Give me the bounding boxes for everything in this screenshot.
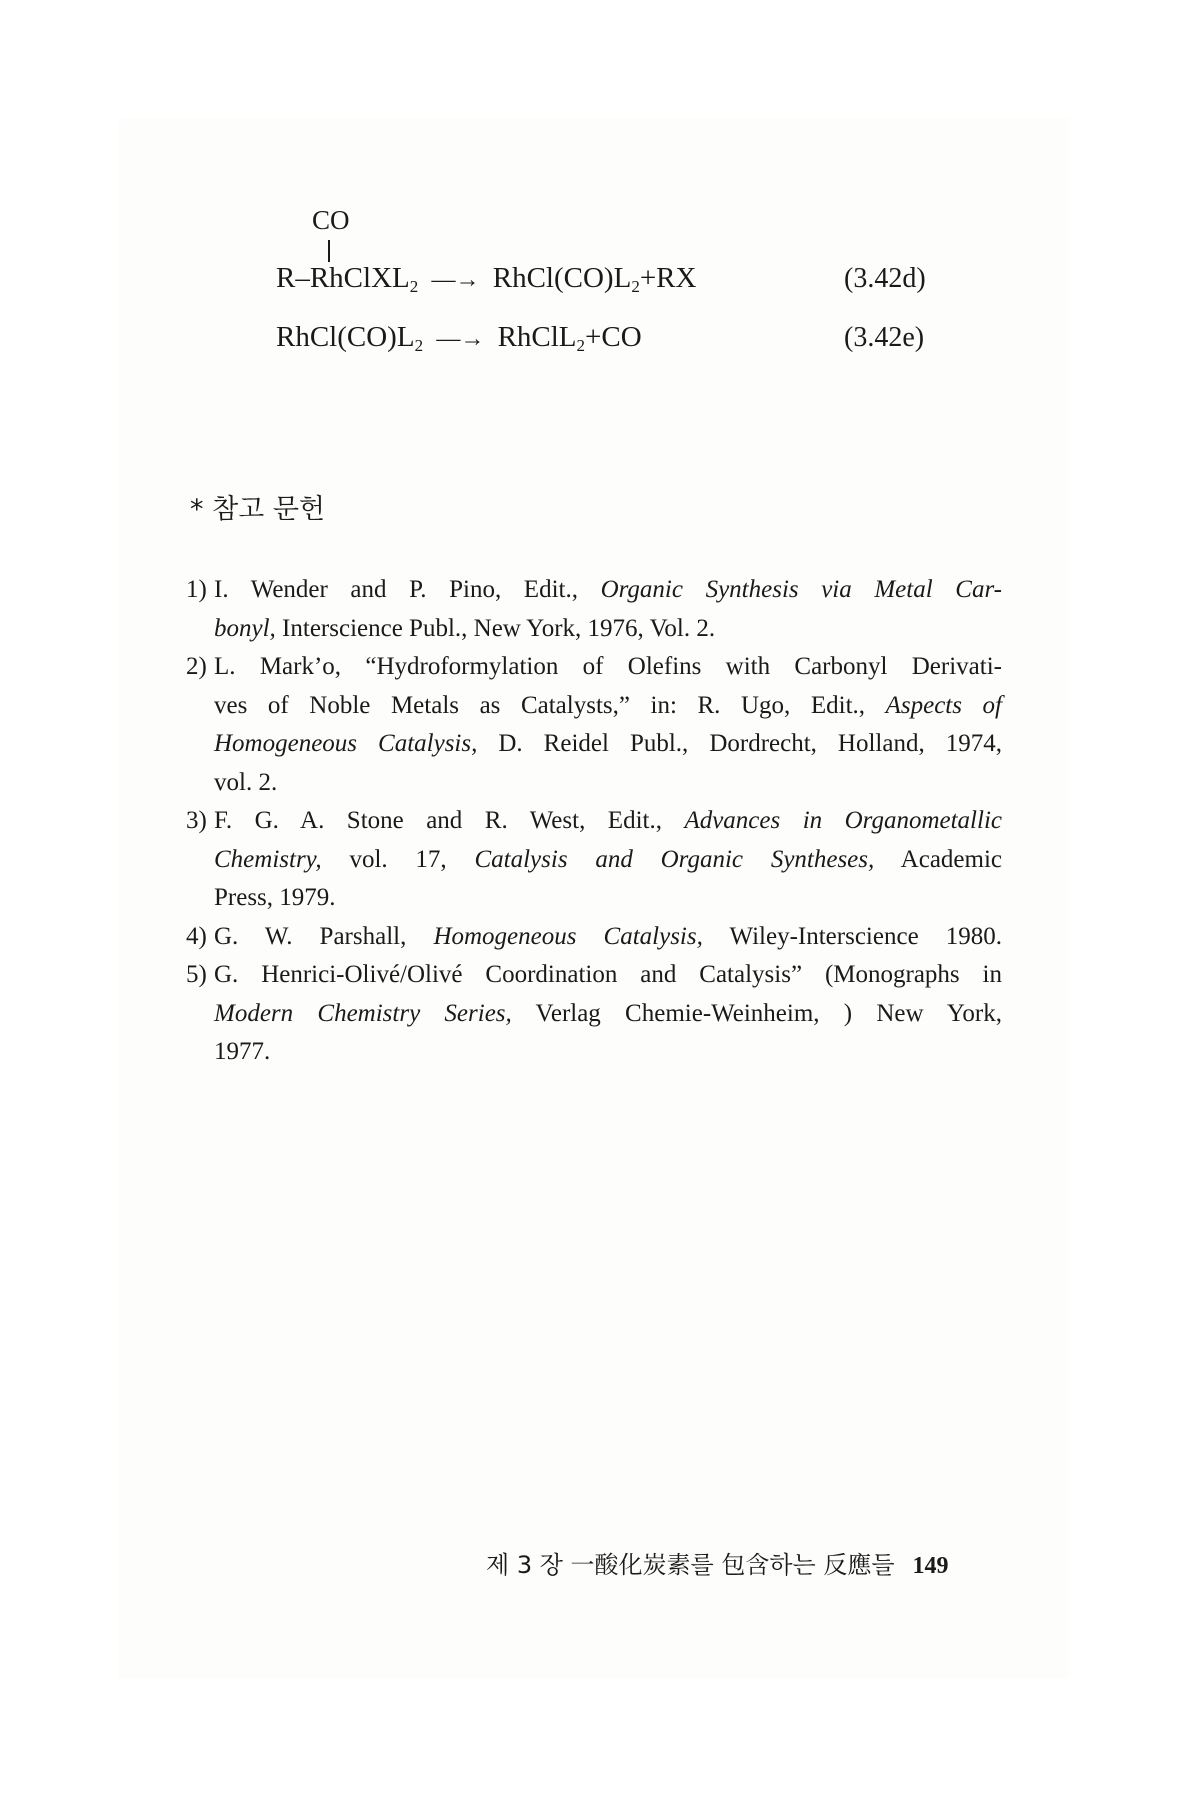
reference-text: I. Wender and P. Pino, Edit., — [214, 576, 601, 603]
eq1-product-b: +RX — [639, 262, 697, 294]
reference-number: 4) — [186, 922, 207, 950]
eq2-reactant: RhCl(CO)L — [276, 321, 415, 353]
equation-3-42e — [276, 321, 642, 356]
reference-text: Academic — [874, 845, 1003, 873]
reference-text: L. Mark’o, “Hydroformylation of Olefins with Carbonyl Derivati- — [214, 653, 1002, 680]
eq1-product-a-sub: 2 — [631, 277, 640, 296]
eq2-reactant-sub: 2 — [414, 336, 424, 355]
reaction-arrow-icon: —→ — [431, 267, 480, 293]
reference-number: 2) — [186, 653, 207, 680]
reference-number: 5) — [186, 961, 207, 988]
reference-title: bonyl, — [214, 614, 276, 642]
equation-number-3-42d: (3.42d) — [844, 263, 926, 294]
eq1-product-a: RhCl(CO)L — [492, 262, 632, 294]
reference-text: G. Henrici-Olivé/Olivé Coordination and Catalysis” (Monographs in — [214, 961, 1002, 988]
page-number: 149 — [912, 1553, 949, 1579]
reference-text: vol. 2. — [214, 768, 278, 796]
reference-title: Homogeneous Catalysis, — [214, 730, 478, 757]
reference-item-5 — [186, 956, 1002, 1072]
reference-number: 1) — [186, 576, 207, 603]
reference-title: Catalysis and Organic Syntheses, — [474, 845, 875, 873]
reference-text: Verlag Chemie-Weinheim, ) New York, — [511, 999, 1002, 1027]
reference-item-2 — [186, 648, 1002, 802]
page-footer — [486, 1545, 949, 1580]
co-ligand-label: CO — [312, 205, 350, 235]
eq2-product-a: RhClL — [497, 321, 577, 353]
reference-text: Interscience Publ., New York, 1976, Vol. 2. — [275, 614, 716, 642]
reference-title: Aspects of — [885, 691, 1002, 719]
eq2-product-a-sub: 2 — [576, 336, 586, 355]
reference-text: F. G. A. Stone and R. West, Edit., — [214, 807, 685, 834]
reaction-arrow-icon: —→ — [436, 326, 485, 352]
equation-number-3-42e: (3.42e) — [844, 322, 925, 353]
reference-text: 1977. — [214, 1038, 271, 1065]
reference-text: vol. 17, — [321, 845, 475, 873]
equation-3-42d — [276, 262, 696, 297]
reference-title: Organic Synthesis via Metal Car- — [600, 576, 1002, 603]
reference-item-1 — [186, 571, 1002, 648]
reference-title: Modern Chemistry Series, — [214, 999, 512, 1027]
reference-item-4 — [186, 918, 1002, 957]
reference-text: G. W. Parshall, — [214, 922, 434, 950]
reference-text: ves of Noble Metals as Catalysts,” in: R. Ugo, Edit., — [214, 691, 886, 719]
chapter-title: 제 3 장 一酸化炭素를 包含하는 反應들 — [486, 1551, 895, 1579]
reference-text: D. Reidel Publ., Dordrecht, Holland, 1974, — [477, 730, 1002, 757]
co-bond-line — [328, 240, 330, 262]
eq1-reactant: R–RhClXL — [276, 262, 410, 294]
reference-title: Chemistry, — [214, 845, 322, 873]
reference-title: Advances in Organometallic — [684, 807, 1002, 834]
references-heading: * 참고 문헌 — [190, 494, 325, 525]
eq1-reactant-sub: 2 — [409, 277, 419, 296]
reference-number: 3) — [186, 807, 207, 834]
reference-item-3 — [186, 802, 1002, 918]
reference-text: Wiley-Interscience 1980. — [702, 922, 1002, 950]
reference-title: Homogeneous Catalysis, — [433, 922, 703, 950]
eq2-product-b: +CO — [585, 321, 642, 353]
references-list — [186, 571, 1002, 1072]
reference-text: Press, 1979. — [214, 884, 336, 911]
